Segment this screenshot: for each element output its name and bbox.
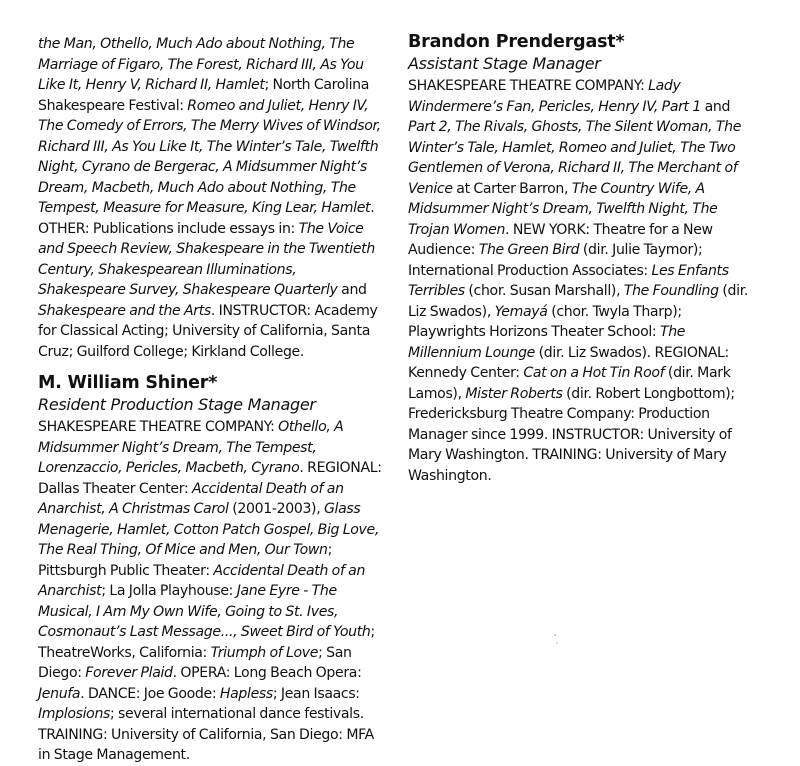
text-run: ; several international dance festivals. TRAINING: University of California, San Diego: MFA in Stage Management. (38, 706, 374, 763)
right-column (408, 31, 753, 486)
text-run: (dir. Liz Swados), (408, 283, 748, 320)
text-run: and (337, 282, 367, 298)
bio-name: M. William Shiner* (38, 373, 218, 393)
italic-title-run: Accidental Death of an Anarchist (38, 562, 366, 599)
text-run: SHAKESPEARE THEATRE COMPANY: (38, 419, 279, 435)
text-run: (dir. Mark Lamos), (408, 365, 731, 402)
section-gap (38, 362, 383, 372)
text-run: . OTHER: Publications include essays in: (38, 200, 375, 237)
text-run: SHAKESPEARE THEATRE COMPANY: (408, 78, 649, 94)
italic-title-run: the Man, Othello, Much Ado about Nothing, The Marriage of Figaro, The Forest, Richard III, As You Like It, Henry V, Richard II, Hamlet (38, 36, 364, 93)
bio-role: Assistant Stage Manager (408, 54, 601, 73)
italic-title-run: Othello, A Midsummer Night’s Dream, The Tempest, Lorenzaccio, Pericles, Macbeth, Cyrano (38, 419, 344, 476)
text-run: . OPERA: Long Beach Opera: (172, 665, 362, 681)
text-run: . REGIONAL: Dallas Theater Center: (38, 460, 382, 497)
italic-title-run: Forever Plaid (85, 665, 173, 681)
italic-title-run: The Voice and Speech Review, Shakespeare in the Twentieth Century, Shakespearean Illuminations, Shakespeare Survey, Shakespeare Quarterly (38, 220, 375, 298)
bio-shiner (38, 372, 383, 766)
left-column (38, 34, 383, 766)
italic-title-run: Jane Eyre - The Musical, I Am My Own Wife, Going to St. Ives, Cosmonaut’s Last Message..., Sweet Bird of Youth (38, 583, 371, 640)
scan-speck (556, 642, 558, 644)
continued-bio-text (38, 34, 383, 362)
text-run: at Carter Barron, (452, 180, 572, 197)
text-run: ; San Diego: (38, 644, 352, 681)
italic-title-run: Hapless (219, 685, 273, 702)
italic-title-run: Lady Windermere’s Fan, Pericles, Henry IV, Part 1 (408, 78, 701, 115)
italic-title-run: Part 2, The Rivals, Ghosts, The Silent Woman, The Winter’s Tale, Hamlet, Romeo and Juliet, The Two Gentlemen of Verona, Richard II, The Merchant of Venice (408, 119, 742, 197)
italic-title-run: Glass Menagerie, Hamlet, Cotton Patch Gospel, Big Love, The Real Thing, Of Mice and Men, Our Town (38, 501, 379, 558)
text-run: (chor. Twyla Tharp); Playwrights Horizons Theater School: (408, 303, 682, 340)
scan-speck (554, 634, 556, 636)
italic-title-run: The Green Bird (478, 242, 580, 258)
italic-title-run: Mister Roberts (465, 385, 563, 402)
italic-title-run: Yemayá (494, 303, 548, 320)
italic-title-run: Jenufa (38, 685, 81, 702)
italic-title-run: Les Enfants Terribles (408, 262, 729, 299)
italic-title-run: Accidental Death of an Anarchist, A Christmas Carol (38, 480, 344, 517)
text-run: (dir. Robert Longbottom); Fredericksburg Theatre Company: Production Manager since 1999. INSTRUCTOR: University of Mary Washington. TRAINING: University of Mary Washington. (408, 385, 735, 484)
bio-name: Brandon Prendergast* (408, 32, 625, 52)
text-run: . DANCE: Joe Goode: (80, 685, 220, 702)
text-run: ; La Jolla Playhouse: (101, 583, 237, 599)
bio-prendergast (408, 31, 753, 486)
text-run: (2001-2003), (228, 501, 324, 517)
bio-text (38, 417, 383, 766)
text-run: (chor. Susan Marshall), (464, 283, 624, 299)
italic-title-run: Triumph of Love (210, 644, 319, 661)
text-run: . INSTRUCTOR: Academy for Classical Acting; University of California, Santa Cruz; Guilford College; Kirkland College. (38, 302, 378, 360)
text-run: ; TheatreWorks, California: (38, 624, 375, 661)
text-run: ; Pittsburgh Public Theater: (38, 542, 333, 579)
italic-title-run: Cat on a Hot Tin Roof (523, 365, 665, 381)
italic-title-run: Romeo and Juliet, Henry IV, The Comedy of Errors, The Merry Wives of Windsor, Richard III, As You Like It, The Winter’s Tale, Twelfth Night, Cyrano de Bergerac, A Midsummer Night’s Dream, Macbeth, Much Ado about Nothing, The Tempest, Measure for Measure, King Lear, Hamlet (38, 97, 381, 216)
italic-title-run: The Country Wife, A Midsummer Night’s Dream, Twelfth Night, The Trojan Women (408, 180, 718, 238)
text-run: ; Jean Isaacs: (272, 685, 360, 702)
italic-title-run: The Foundling (623, 283, 719, 299)
italic-title-run: The Millennium Lounge (408, 324, 686, 361)
italic-title-run: Implosions (38, 706, 111, 722)
bio-role: Resident Production Stage Manager (38, 395, 316, 414)
text-run: ; North Carolina Shakespeare Festival: (38, 77, 370, 114)
text-run: (dir. Julie Taymor); International Production Associates: (408, 242, 703, 279)
text-run: and (700, 98, 731, 115)
bio-text (408, 76, 753, 486)
text-run: (dir. Liz Swados). REGIONAL: Kennedy Center: (408, 344, 729, 381)
italic-title-run: Shakespeare and the Arts (38, 302, 211, 319)
text-run: . NEW YORK: Theatre for a New Audience: (408, 221, 713, 258)
